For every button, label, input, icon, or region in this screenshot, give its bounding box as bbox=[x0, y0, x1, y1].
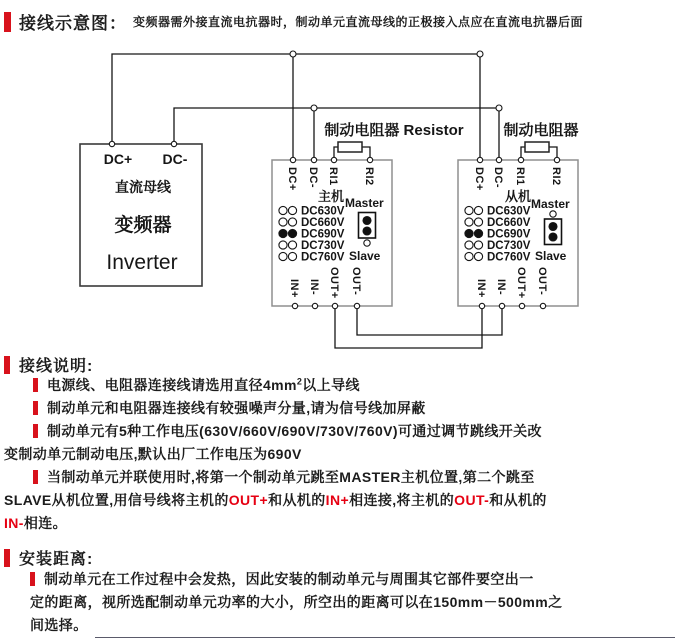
header-note: 变频器需外接直流电抗器时，制动单元直流母线的正极接入点应在直流电抗器后面 bbox=[133, 15, 584, 29]
heading-red-bar bbox=[4, 356, 10, 374]
bullet-red-bar bbox=[33, 470, 38, 484]
text-segment: 和从机的 bbox=[489, 492, 547, 508]
master-voltage-4: DC760V bbox=[301, 251, 345, 264]
wiring-bullet-3 bbox=[0, 420, 675, 442]
voltage-select-dot bbox=[474, 206, 482, 214]
text-segment: OUT+ bbox=[228, 492, 269, 508]
terminal-dot bbox=[311, 157, 316, 162]
master-jumper-top-label: Master bbox=[345, 196, 384, 210]
terminal-dot bbox=[332, 303, 337, 308]
text-segment: 制动单元有5种工作电压(630V/660V/690V/730V/760V)可通过调节跳线开关改 bbox=[47, 423, 542, 439]
voltage-select-dot bbox=[288, 229, 296, 237]
wiring-heading-text: 接线说明: bbox=[19, 358, 94, 375]
voltage-select-dot bbox=[279, 241, 287, 249]
install-heading-text: 安装距离: bbox=[19, 551, 94, 568]
install-bullet-1-continuation-1 bbox=[0, 591, 675, 613]
text-segment: 变制动单元制动电压,默认出厂工作电压为690V bbox=[4, 446, 302, 462]
terminal-dot bbox=[499, 303, 504, 308]
voltage-select-dot bbox=[465, 241, 473, 249]
voltage-select-dot bbox=[474, 252, 482, 260]
terminal-dot bbox=[518, 157, 523, 162]
bullet-red-bar bbox=[33, 401, 38, 415]
text-segment: 制动单元在工作过程中会发热，因此安装的制动单元与周围其它部件要空出一 bbox=[44, 571, 534, 587]
wiring-bullet-4-continuation-2 bbox=[0, 512, 675, 534]
bullet-text bbox=[30, 592, 563, 612]
heading-red-bar bbox=[4, 549, 10, 567]
voltage-select-dot bbox=[279, 206, 287, 214]
terminal-dot bbox=[496, 157, 501, 162]
slave-voltage-3: DC730V bbox=[487, 240, 531, 252]
text-segment: 制动单元和电阻器连接线有较强噪声分量,请为信号线加屏蔽 bbox=[47, 400, 426, 416]
master-terminal-dcplus-label: DC+ bbox=[286, 167, 298, 191]
bullet-text bbox=[4, 513, 67, 533]
slave-terminal-dcminus-label: DC- bbox=[492, 167, 504, 189]
bullet-text bbox=[44, 569, 534, 589]
text-segment: 和从机的 bbox=[268, 492, 326, 508]
text-segment: 间选择。 bbox=[30, 617, 88, 633]
terminal-dot bbox=[540, 303, 545, 308]
voltage-select-dot bbox=[288, 241, 296, 249]
page-title: 接线示意图： bbox=[19, 14, 127, 33]
wire-node-dot bbox=[311, 105, 317, 111]
master-terminal-outplus-label: OUT+ bbox=[328, 267, 340, 299]
wire-node-dot bbox=[290, 51, 296, 57]
voltage-select-dot bbox=[474, 229, 482, 237]
inverter-bus-label: 直流母线 bbox=[115, 179, 171, 195]
voltage-select-dot bbox=[465, 218, 473, 226]
slave-terminal-outminus-label: OUT- bbox=[536, 267, 548, 296]
wiring-section-heading bbox=[4, 353, 93, 376]
slave-voltage-1: DC660V bbox=[487, 217, 531, 229]
jumper-pin-dot bbox=[550, 211, 556, 217]
master-jumper-bottom-label: Slave bbox=[349, 249, 381, 263]
jumper-pin-dot bbox=[549, 223, 557, 231]
jumper-pin-dot bbox=[363, 217, 371, 225]
slave-terminal-ri2-label: RI2 bbox=[550, 167, 562, 186]
bullet-red-bar bbox=[33, 424, 38, 438]
slave-voltage-2: DC690V bbox=[487, 228, 531, 241]
bullet-text bbox=[47, 467, 535, 487]
master-terminal-ri2-label: RI2 bbox=[363, 167, 375, 186]
text-segment: 相连接,将主机的 bbox=[349, 492, 455, 508]
resistor-slave-symbol bbox=[525, 142, 549, 152]
bullet-text bbox=[4, 490, 547, 510]
voltage-select-dot bbox=[465, 206, 473, 214]
install-bullet-1-continuation-2 bbox=[0, 614, 675, 636]
bullet-text bbox=[47, 421, 542, 441]
terminal-dot bbox=[292, 303, 297, 308]
slave-terminal-outplus-label: OUT+ bbox=[515, 267, 527, 299]
terminal-dot bbox=[171, 141, 176, 146]
voltage-select-dot bbox=[288, 206, 296, 214]
bullet-text bbox=[47, 375, 360, 395]
master-voltage-2: DC690V bbox=[301, 228, 345, 241]
slave-terminal-inminus-label: IN- bbox=[495, 279, 507, 296]
master-terminal-ri1-label: RI1 bbox=[327, 167, 339, 186]
bullet-text bbox=[47, 398, 426, 418]
resistor-slave bbox=[503, 121, 578, 160]
terminal-dot bbox=[109, 141, 114, 146]
wiring-bullet-4 bbox=[0, 466, 675, 488]
resistor-master bbox=[324, 121, 463, 160]
terminal-dot bbox=[367, 157, 372, 162]
master-terminal-inplus-label: IN+ bbox=[288, 279, 300, 298]
text-segment: OUT- bbox=[454, 492, 490, 508]
voltage-select-dot bbox=[474, 218, 482, 226]
text-segment: IN- bbox=[4, 515, 24, 531]
terminal-dot bbox=[331, 157, 336, 162]
slave-terminal-dcplus-label: DC+ bbox=[473, 167, 485, 191]
text-segment: 以上导线 bbox=[302, 377, 360, 393]
terminal-dot bbox=[479, 303, 484, 308]
text-segment: SLAVE从机位置,用信号线将主机的 bbox=[4, 492, 229, 508]
inverter-dc-plus-label: DC+ bbox=[103, 151, 133, 167]
slave-voltage-4: DC760V bbox=[487, 251, 531, 264]
voltage-select-dot bbox=[279, 252, 287, 260]
voltage-select-dot bbox=[279, 218, 287, 226]
jumper-pin-dot bbox=[549, 233, 557, 241]
master-name: 主机 bbox=[317, 189, 345, 204]
page-bottom-rule bbox=[95, 637, 675, 638]
inverter-en-label: Inverter bbox=[106, 251, 178, 274]
master-terminal-outminus-label: OUT- bbox=[350, 267, 362, 296]
voltage-select-dot bbox=[465, 252, 473, 260]
bullet-text bbox=[30, 615, 88, 635]
resistor-master-symbol bbox=[338, 142, 362, 152]
terminal-dot bbox=[554, 157, 559, 162]
text-segment: 定的距离，视所选配制动单元功率的大小，所空出的距离可以在150mm－500mm之 bbox=[30, 594, 563, 610]
wiring-bullet-3-continuation bbox=[0, 443, 675, 465]
signal-wire-outminus-inminus bbox=[357, 306, 502, 335]
master-voltage-3: DC730V bbox=[301, 240, 345, 252]
wire-node-dot bbox=[496, 105, 502, 111]
voltage-select-dot bbox=[465, 229, 473, 237]
slave-jumper-bottom-label: Slave bbox=[535, 249, 567, 263]
install-section-heading bbox=[4, 546, 93, 569]
voltage-select-dot bbox=[288, 218, 296, 226]
terminal-dot bbox=[354, 303, 359, 308]
slave-terminal-inplus-label: IN+ bbox=[475, 279, 487, 298]
bullet-red-bar bbox=[30, 572, 35, 586]
terminal-dot bbox=[290, 157, 295, 162]
wiring-bullet-2 bbox=[0, 397, 675, 419]
voltage-select-dot bbox=[288, 252, 296, 260]
inverter-box bbox=[80, 144, 202, 286]
inverter-dc-minus-label: DC- bbox=[162, 151, 188, 167]
resistor-slave-label: 制动电阻器 bbox=[503, 122, 579, 139]
terminal-dot bbox=[519, 303, 524, 308]
text-segment: 电源线、电阻器连接线请选用直径4mm bbox=[47, 377, 297, 393]
voltage-select-dot bbox=[474, 241, 482, 249]
bullet-red-bar bbox=[33, 378, 38, 392]
terminal-dot bbox=[312, 303, 317, 308]
text-segment: 相连。 bbox=[23, 515, 68, 531]
bullet-text bbox=[4, 444, 302, 464]
terminal-dot bbox=[477, 157, 482, 162]
master-voltage-0: DC630V bbox=[301, 205, 345, 218]
wiring-bullet-1 bbox=[0, 374, 675, 396]
jumper-pin-dot bbox=[363, 227, 371, 235]
slave-voltage-0: DC630V bbox=[487, 205, 531, 218]
text-segment: 当制动单元并联使用时,将第一个制动单元跳至MASTER主机位置,第二个跳至 bbox=[47, 469, 535, 485]
signal-wires bbox=[335, 306, 502, 348]
voltage-select-dot bbox=[279, 229, 287, 237]
master-terminal-inminus-label: IN- bbox=[308, 279, 320, 296]
slave-name: 从机 bbox=[504, 189, 532, 204]
text-segment: IN+ bbox=[325, 492, 350, 508]
text-segment: 2 bbox=[296, 376, 303, 387]
wire-node-dot bbox=[477, 51, 483, 57]
inverter-cn-label: 变频器 bbox=[114, 215, 172, 236]
jumper-pin-dot bbox=[364, 240, 370, 246]
wiring-bullet-4-continuation-1 bbox=[0, 489, 675, 511]
slave-jumper-top-label: Master bbox=[531, 197, 570, 211]
master-terminal-dcminus-label: DC- bbox=[307, 167, 319, 189]
install-bullet-1 bbox=[0, 568, 675, 590]
master-voltage-1: DC660V bbox=[301, 217, 345, 229]
resistor-master-label: 制动电阻器 Resistor bbox=[324, 122, 464, 139]
slave-terminal-ri1-label: RI1 bbox=[514, 167, 526, 186]
